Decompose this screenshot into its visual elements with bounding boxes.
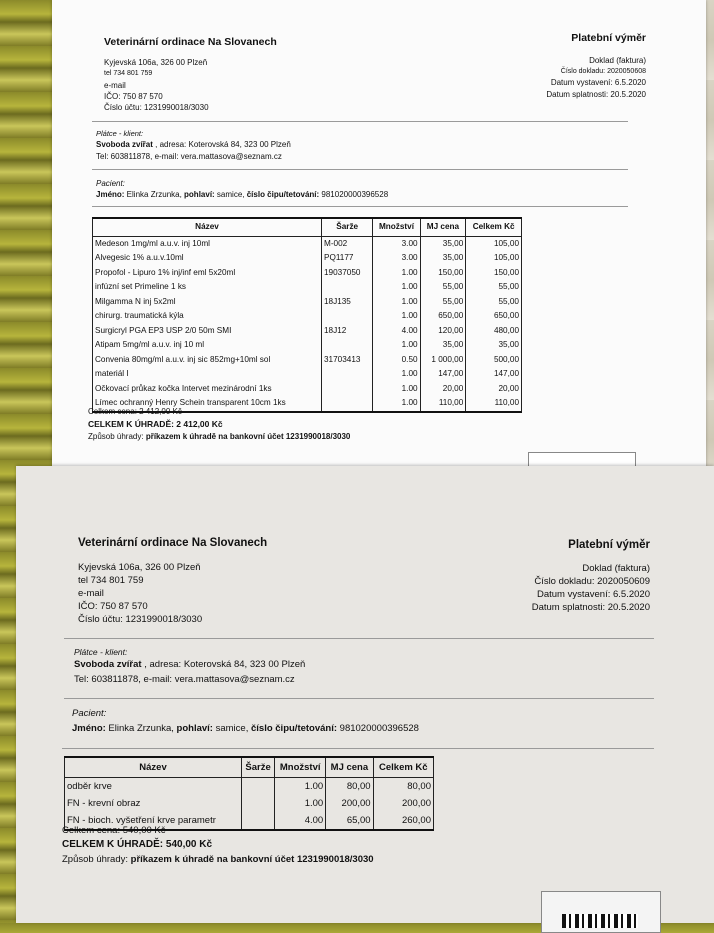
payer-line bbox=[96, 140, 291, 150]
patient-chip-label: číslo čipu/tetování: bbox=[250, 723, 338, 734]
divider bbox=[92, 206, 628, 207]
table-row bbox=[93, 309, 522, 324]
total-due: CELKEM K ÚHRADĚ: 2 412,00 Kč bbox=[88, 419, 223, 429]
col-unit-price: 55,00 bbox=[420, 295, 466, 310]
col-quantity: 4.00 bbox=[373, 324, 420, 339]
col-unit-price: 120,00 bbox=[420, 324, 466, 339]
col-batch bbox=[322, 396, 373, 412]
patient-label: Pacient: bbox=[72, 708, 107, 719]
col-total: 260,00 bbox=[373, 812, 433, 830]
issue-date: Datum vystavení: 6.5.2020 bbox=[550, 78, 646, 87]
col-unit-price: 150,00 bbox=[420, 266, 466, 281]
col-name: Propofol - Lipuro 1% inj/inf eml 5x20ml bbox=[93, 266, 322, 281]
col-quantity: 4.00 bbox=[275, 812, 326, 830]
document-type: Doklad (faktura) bbox=[589, 56, 646, 65]
col-unit-price: 80,00 bbox=[326, 778, 373, 796]
col-batch bbox=[242, 795, 275, 812]
col-total: 200,00 bbox=[373, 795, 433, 812]
payer-name: Svoboda zvířat bbox=[74, 659, 142, 670]
clinic-account: Číslo účtu: 1231990018/3030 bbox=[78, 614, 203, 625]
col-name: infúzní set Primeline 1 ks bbox=[93, 280, 322, 295]
col-total: 110,00 bbox=[466, 396, 522, 412]
col-total: 35,00 bbox=[466, 338, 522, 353]
col-name: Atipam 5mg/ml a.u.v. inj 10 ml bbox=[93, 338, 322, 353]
col-batch: PQ1177 bbox=[322, 251, 373, 266]
total-price: Celkem cena: 2 412,00 Kč bbox=[88, 407, 182, 416]
patient-sex-label: pohlaví: bbox=[184, 190, 215, 199]
col-quantity: 1.00 bbox=[373, 382, 420, 397]
document-title: Platební výměr bbox=[568, 539, 650, 551]
clinic-phone: tel 734 801 759 bbox=[78, 575, 144, 586]
table-row bbox=[93, 382, 522, 397]
col-batch: 18J135 bbox=[322, 295, 373, 310]
col-quantity: 3.00 bbox=[373, 236, 420, 251]
table-row bbox=[93, 353, 522, 368]
payment-label: Způsob úhrady: bbox=[62, 854, 129, 865]
col-quantity: 1.00 bbox=[373, 367, 420, 382]
header-col-quantity: Množství bbox=[275, 757, 326, 778]
patient-chip-label: číslo čipu/tetování: bbox=[246, 190, 320, 199]
col-batch bbox=[322, 382, 373, 397]
payment-method: příkazem k úhradě na bankovní účet 1231990018/3030 bbox=[128, 854, 374, 865]
clinic-account: Číslo účtu: 1231990018/3030 bbox=[104, 103, 209, 112]
header-col-name: Název bbox=[93, 218, 322, 236]
items-table-header bbox=[65, 757, 434, 778]
items-table bbox=[64, 756, 434, 831]
col-unit-price: 110,00 bbox=[420, 396, 466, 412]
table-row bbox=[93, 266, 522, 281]
col-quantity: 1.00 bbox=[373, 295, 420, 310]
patient-line bbox=[72, 723, 419, 735]
col-name: Alvegesic 1% a.u.v.10ml bbox=[93, 251, 322, 266]
qr-code-frame bbox=[541, 891, 661, 933]
col-batch: 19037050 bbox=[322, 266, 373, 281]
total-price: Celkem cena: 540,00 Kč bbox=[62, 825, 166, 836]
patient-line bbox=[96, 190, 388, 200]
col-unit-price: 35,00 bbox=[420, 251, 466, 266]
header-col-total: Celkem Kč bbox=[466, 218, 522, 236]
table-row bbox=[93, 338, 522, 353]
col-name: materiál I bbox=[93, 367, 322, 382]
col-quantity: 1.00 bbox=[373, 280, 420, 295]
col-total: 650,00 bbox=[466, 309, 522, 324]
col-batch: M-002 bbox=[322, 236, 373, 251]
clinic-phone: tel 734 801 759 bbox=[104, 70, 153, 77]
table-row bbox=[65, 795, 434, 812]
col-total: 20,00 bbox=[466, 382, 522, 397]
clinic-email: e-mail bbox=[78, 588, 104, 599]
patient-name: Elinka Zrzunka, bbox=[105, 723, 177, 734]
patient-name-label: Jméno: bbox=[96, 190, 125, 199]
header-col-total: Celkem Kč bbox=[373, 757, 433, 778]
table-row bbox=[93, 251, 522, 266]
document-number: Číslo dokladu: 2020050608 bbox=[560, 68, 646, 75]
due-date: Datum splatnosti: 20.5.2020 bbox=[546, 90, 646, 99]
col-unit-price: 20,00 bbox=[420, 382, 466, 397]
invoice-sheet-1 bbox=[52, 0, 706, 468]
payer-address: , adresa: Koterovská 84, 323 00 Plzeň bbox=[141, 659, 306, 670]
payment-line bbox=[62, 854, 374, 866]
payer-line bbox=[74, 659, 305, 671]
header-col-unit-price: MJ cena bbox=[326, 757, 373, 778]
divider bbox=[64, 638, 654, 639]
col-batch: 18J12 bbox=[322, 324, 373, 339]
items-table bbox=[92, 217, 522, 413]
col-total: 55,00 bbox=[466, 295, 522, 310]
col-unit-price: 200,00 bbox=[326, 795, 373, 812]
payer-contact: Tel: 603811878, e-mail: vera.mattasova@seznam.cz bbox=[74, 674, 295, 685]
col-batch bbox=[322, 338, 373, 353]
header-col-batch: Šarže bbox=[322, 218, 373, 236]
col-name: chirurg. traumatická kýla bbox=[93, 309, 322, 324]
items-table-header bbox=[93, 218, 522, 236]
table-row bbox=[93, 280, 522, 295]
payer-address: , adresa: Koterovská 84, 323 00 Plzeň bbox=[152, 140, 291, 149]
col-name: FN - krevní obraz bbox=[65, 795, 242, 812]
divider bbox=[92, 169, 628, 170]
col-name: FN - bioch. vyšetření krve parametr bbox=[65, 812, 242, 830]
col-batch bbox=[242, 778, 275, 796]
col-total: 150,00 bbox=[466, 266, 522, 281]
col-name: Milgamma N inj 5x2ml bbox=[93, 295, 322, 310]
table-row bbox=[93, 324, 522, 339]
col-quantity: 3.00 bbox=[373, 251, 420, 266]
clinic-name: Veterinární ordinace Na Slovanech bbox=[78, 537, 268, 549]
payment-line bbox=[88, 432, 350, 442]
clinic-ico: IČO: 750 87 570 bbox=[78, 601, 148, 612]
payer-label: Plátce - klient: bbox=[74, 647, 128, 657]
col-total: 147,00 bbox=[466, 367, 522, 382]
col-name: Očkovací průkaz kočka Intervet mezinárodní 1ks bbox=[93, 382, 322, 397]
col-unit-price: 35,00 bbox=[420, 236, 466, 251]
document-type: Doklad (faktura) bbox=[582, 563, 650, 574]
patient-label: Pacient: bbox=[96, 179, 125, 188]
col-name: odběr krve bbox=[65, 778, 242, 796]
col-batch bbox=[242, 812, 275, 830]
due-date: Datum splatnosti: 20.5.2020 bbox=[531, 602, 650, 613]
payer-name: Svoboda zvířat bbox=[96, 140, 153, 149]
col-quantity: 1.00 bbox=[373, 266, 420, 281]
col-batch bbox=[322, 280, 373, 295]
clinic-address: Kyjevská 106a, 326 00 Plzeň bbox=[104, 58, 208, 67]
payer-contact: Tel: 603811878, e-mail: vera.mattasova@seznam.cz bbox=[96, 152, 282, 161]
col-total: 80,00 bbox=[373, 778, 433, 796]
clinic-email: e-mail bbox=[104, 81, 126, 90]
clinic-address: Kyjevská 106a, 326 00 Plzeň bbox=[78, 562, 201, 573]
table-row bbox=[93, 367, 522, 382]
col-quantity: 0.50 bbox=[373, 353, 420, 368]
issue-date: Datum vystavení: 6.5.2020 bbox=[536, 589, 650, 600]
clinic-ico: IČO: 750 87 570 bbox=[104, 92, 163, 101]
document-title: Platební výměr bbox=[571, 32, 646, 44]
col-unit-price: 1 000,00 bbox=[420, 353, 466, 368]
invoice-sheet-2 bbox=[16, 466, 714, 923]
col-unit-price: 65,00 bbox=[326, 812, 373, 830]
header-col-name: Název bbox=[65, 757, 242, 778]
patient-chip: 981020000396528 bbox=[319, 190, 389, 199]
col-batch bbox=[322, 367, 373, 382]
col-name: Surgicryl PGA EP3 USP 2/0 50m SMI bbox=[93, 324, 322, 339]
total-due: CELKEM K ÚHRADĚ: 540,00 Kč bbox=[62, 839, 213, 850]
table-row bbox=[93, 236, 522, 251]
col-total: 105,00 bbox=[466, 236, 522, 251]
col-name: Límec ochranný Henry Schein transparent 10cm 1ks bbox=[93, 396, 322, 412]
payment-label: Způsob úhrady: bbox=[88, 432, 144, 441]
patient-name-label: Jméno: bbox=[72, 723, 106, 734]
col-unit-price: 55,00 bbox=[420, 280, 466, 295]
document-number: Číslo dokladu: 2020050609 bbox=[534, 576, 650, 587]
patient-sex: samice, bbox=[214, 190, 247, 199]
header-col-unit-price: MJ cena bbox=[420, 218, 466, 236]
table-row bbox=[65, 778, 434, 796]
patient-name: Elinka Zrzunka, bbox=[124, 190, 185, 199]
patient-sex-label: pohlaví: bbox=[176, 723, 213, 734]
payment-method: příkazem k úhradě na bankovní účet 1231990018/3030 bbox=[143, 432, 351, 441]
col-total: 55,00 bbox=[466, 280, 522, 295]
col-unit-price: 35,00 bbox=[420, 338, 466, 353]
header-col-quantity: Množství bbox=[373, 218, 420, 236]
col-unit-price: 147,00 bbox=[420, 367, 466, 382]
col-quantity: 1.00 bbox=[275, 795, 326, 812]
patient-chip: 981020000396528 bbox=[337, 723, 419, 734]
col-total: 480,00 bbox=[466, 324, 522, 339]
col-batch: 31703413 bbox=[322, 353, 373, 368]
divider bbox=[62, 748, 654, 749]
col-total: 500,00 bbox=[466, 353, 522, 368]
header-col-batch: Šarže bbox=[242, 757, 275, 778]
table-row bbox=[93, 295, 522, 310]
col-name: Convenia 80mg/ml a.u.v. inj sic 852mg+10ml sol bbox=[93, 353, 322, 368]
divider bbox=[64, 698, 654, 699]
col-unit-price: 650,00 bbox=[420, 309, 466, 324]
qr-code bbox=[562, 914, 638, 928]
payer-label: Plátce - klient: bbox=[96, 129, 144, 138]
col-quantity: 1.00 bbox=[373, 309, 420, 324]
col-name: Medeson 1mg/ml a.u.v. inj 10ml bbox=[93, 236, 322, 251]
col-batch bbox=[322, 309, 373, 324]
col-quantity: 1.00 bbox=[373, 338, 420, 353]
patient-sex: samice, bbox=[212, 723, 251, 734]
col-total: 105,00 bbox=[466, 251, 522, 266]
col-quantity: 1.00 bbox=[373, 396, 420, 412]
col-quantity: 1.00 bbox=[275, 778, 326, 796]
clinic-name: Veterinární ordinace Na Slovanech bbox=[104, 36, 277, 48]
divider bbox=[92, 121, 628, 122]
